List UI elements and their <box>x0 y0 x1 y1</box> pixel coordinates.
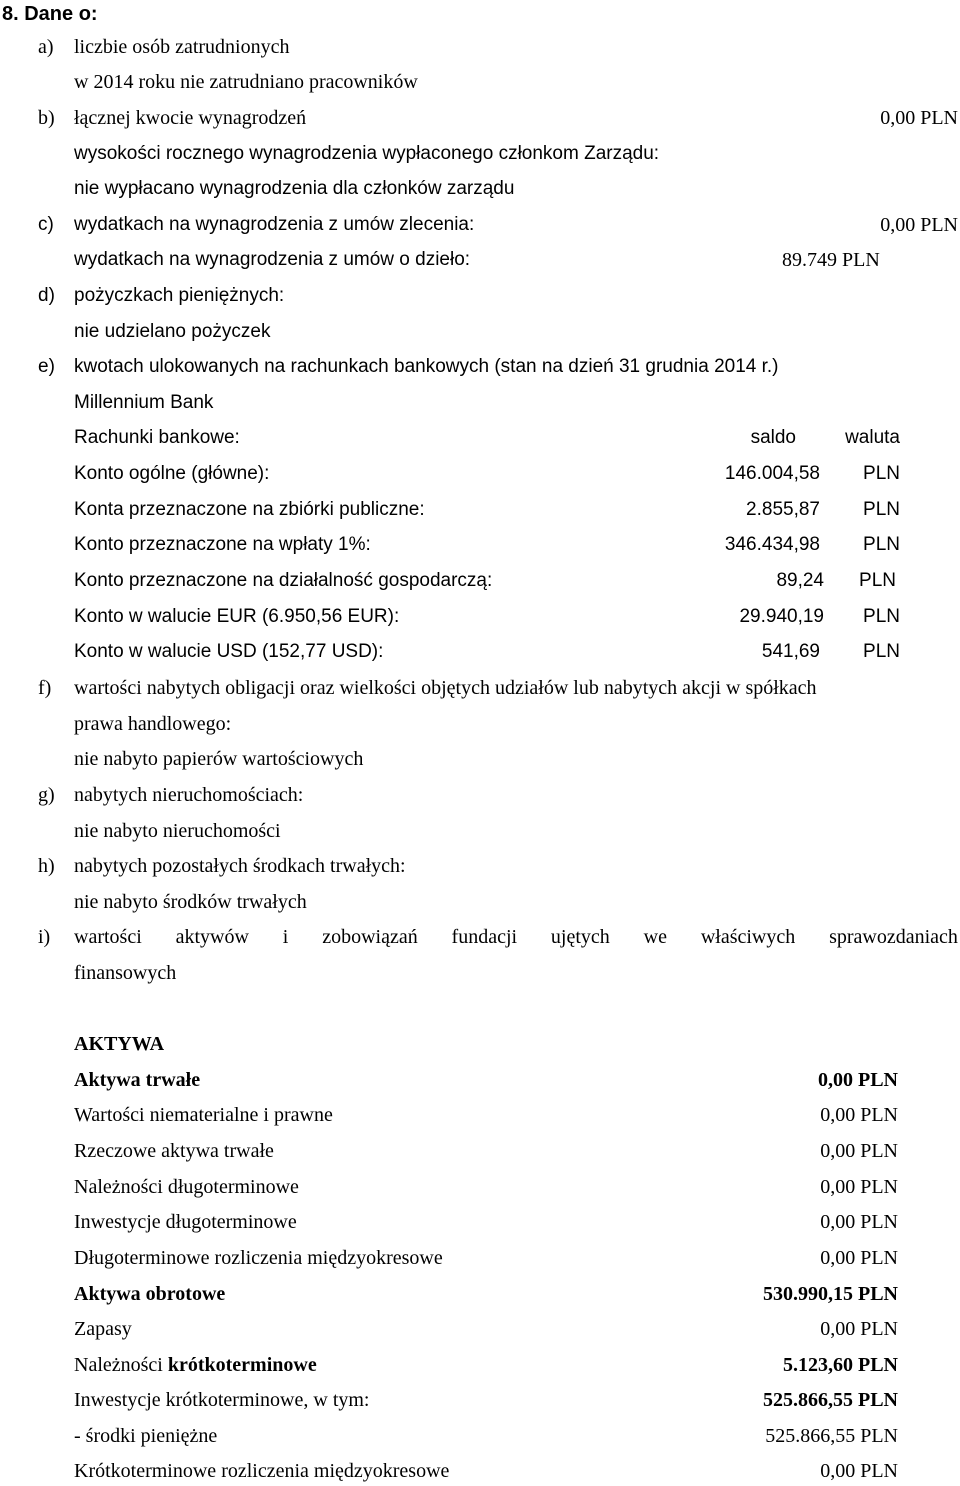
account-label: Konto przeznaczone na wpłaty 1%: <box>74 534 371 555</box>
aktywa-row-label: Krótkoterminowe rozliczenia międzyokresowe <box>74 1460 450 1482</box>
aktywa-row-value: 0,00 PLN <box>820 1140 898 1162</box>
aktywa-row-label <box>74 1351 317 1379</box>
aktywa-row-value: 0,00 PLN <box>818 1069 898 1091</box>
item-d-marker: d) <box>38 285 55 306</box>
aktywa-row-label: Inwestycje długoterminowe <box>74 1211 297 1233</box>
account-currency: PLN <box>863 606 900 627</box>
item-b-marker: b) <box>38 107 55 129</box>
item-i-word: aktywów <box>175 926 249 948</box>
aktywa-row-value: 0,00 PLN <box>820 1247 898 1269</box>
item-h-marker: h) <box>38 855 55 877</box>
item-i-label <box>74 923 958 951</box>
item-d-note: nie udzielano pożyczek <box>74 321 271 342</box>
account-currency: PLN <box>863 463 900 484</box>
aktywa-row-label: - środki pieniężne <box>74 1425 218 1447</box>
item-i-label-cont: finansowych <box>74 962 177 984</box>
aktywa-row-label-part: Należności <box>74 1354 168 1376</box>
item-i-word: we <box>643 926 667 948</box>
aktywa-row-value: 0,00 PLN <box>820 1176 898 1198</box>
item-f-label: wartości nabytych obligacji oraz wielkości objętych udziałów lub nabytych akcji w spółkach <box>74 677 817 699</box>
aktywa-row-label: Rzeczowe aktywa trwałe <box>74 1140 274 1162</box>
account-label: Konto w walucie USD (152,77 USD): <box>74 641 384 662</box>
aktywa-row-value: 5.123,60 PLN <box>783 1354 898 1376</box>
item-g-label: nabytych nieruchomościach: <box>74 784 304 806</box>
item-i-word: fundacji <box>451 926 518 948</box>
aktywa-row-label: Należności długoterminowe <box>74 1176 299 1198</box>
item-f-label-cont: prawa handlowego: <box>74 713 232 735</box>
accounts-header-saldo: saldo <box>750 427 796 448</box>
aktywa-row-label: Zapasy <box>74 1318 132 1340</box>
item-c-amount: 0,00 PLN <box>880 214 958 236</box>
item-i-word: ujętych <box>550 926 610 948</box>
account-currency: PLN <box>859 570 896 591</box>
item-g-marker: g) <box>38 784 55 806</box>
aktywa-row-label: Aktywa trwałe <box>74 1069 201 1091</box>
item-i-word: zobowiązań <box>322 926 418 948</box>
account-currency: PLN <box>863 534 900 555</box>
aktywa-title: AKTYWA <box>74 1033 165 1055</box>
item-c-label: wydatkach na wynagrodzenia z umów zlecenia: <box>74 214 475 235</box>
account-label: Konto w walucie EUR (6.950,56 EUR): <box>74 606 400 627</box>
item-i-marker: i) <box>38 926 51 948</box>
item-c-sub-amount: 89.749 PLN <box>782 249 880 271</box>
aktywa-row-value: 0,00 PLN <box>820 1104 898 1126</box>
item-f-marker: f) <box>38 677 52 699</box>
account-currency: PLN <box>863 641 900 662</box>
item-i-word: wartości <box>74 926 142 948</box>
aktywa-row-value: 0,00 PLN <box>820 1211 898 1233</box>
aktywa-row-label: Wartości niematerialne i prawne <box>74 1104 333 1126</box>
aktywa-row-label: Inwestycje krótkoterminowe, w tym: <box>74 1389 370 1411</box>
account-saldo: 29.940,19 <box>739 606 824 627</box>
aktywa-row-label: Aktywa obrotowe <box>74 1283 226 1305</box>
item-e-marker: e) <box>38 356 55 377</box>
account-label: Konto ogólne (główne): <box>74 463 270 484</box>
item-i-word: sprawozdaniach <box>829 926 958 948</box>
item-c-marker: c) <box>38 214 54 235</box>
aktywa-row-value: 525.866,55 PLN <box>765 1425 898 1447</box>
item-g-note: nie nabyto nieruchomości <box>74 820 281 842</box>
account-label: Konta przeznaczone na zbiórki publiczne: <box>74 499 425 520</box>
item-h-note: nie nabyto środków trwałych <box>74 891 307 913</box>
account-saldo: 541,69 <box>761 641 820 662</box>
item-e-label: kwotach ulokowanych na rachunkach bankowych (stan na dzień 31 grudnia 2014 r.) <box>74 356 779 377</box>
accounts-header-label: Rachunki bankowe: <box>74 427 240 448</box>
accounts-header-waluta: waluta <box>845 427 900 448</box>
item-a-marker: a) <box>38 36 54 58</box>
item-b-sub-label: wysokości rocznego wynagrodzenia wypłaconego członkom Zarządu: <box>74 143 660 164</box>
item-b-label: łącznej kwocie wynagrodzeń <box>74 107 307 129</box>
item-i-word: właściwych <box>700 926 796 948</box>
aktywa-row-value: 0,00 PLN <box>820 1318 898 1340</box>
aktywa-row-label: Długoterminowe rozliczenia międzyokresowe <box>74 1247 443 1269</box>
item-b-amount: 0,00 PLN <box>880 107 958 129</box>
bank-name: Millennium Bank <box>74 392 214 413</box>
item-i-word: i <box>282 926 289 948</box>
aktywa-row-value: 530.990,15 PLN <box>763 1283 898 1305</box>
item-d-label: pożyczkach pieniężnych: <box>74 285 285 306</box>
account-saldo: 346.434,98 <box>724 534 820 555</box>
account-saldo: 146.004,58 <box>724 463 820 484</box>
account-label: Konto przeznaczone na działalność gospodarczą: <box>74 570 493 591</box>
item-a-label: liczbie osób zatrudnionych <box>74 36 290 58</box>
item-c-sub-label: wydatkach na wynagrodzenia z umów o dzieło: <box>74 249 471 270</box>
item-f-note: nie nabyto papierów wartościowych <box>74 748 364 770</box>
item-b-note: nie wypłacano wynagrodzenia dla członków zarządu <box>74 178 515 199</box>
aktywa-row-value: 0,00 PLN <box>820 1460 898 1482</box>
account-saldo: 89,24 <box>776 570 824 591</box>
account-currency: PLN <box>863 499 900 520</box>
item-a-note: w 2014 roku nie zatrudniano pracowników <box>74 71 418 93</box>
item-h-label: nabytych pozostałych środkach trwałych: <box>74 855 406 877</box>
account-saldo: 2.855,87 <box>746 499 820 520</box>
aktywa-row-value: 525.866,55 PLN <box>763 1389 898 1411</box>
aktywa-row-label-bold-part: krótkoterminowe <box>167 1354 317 1376</box>
section-heading: 8. Dane o: <box>2 3 98 25</box>
